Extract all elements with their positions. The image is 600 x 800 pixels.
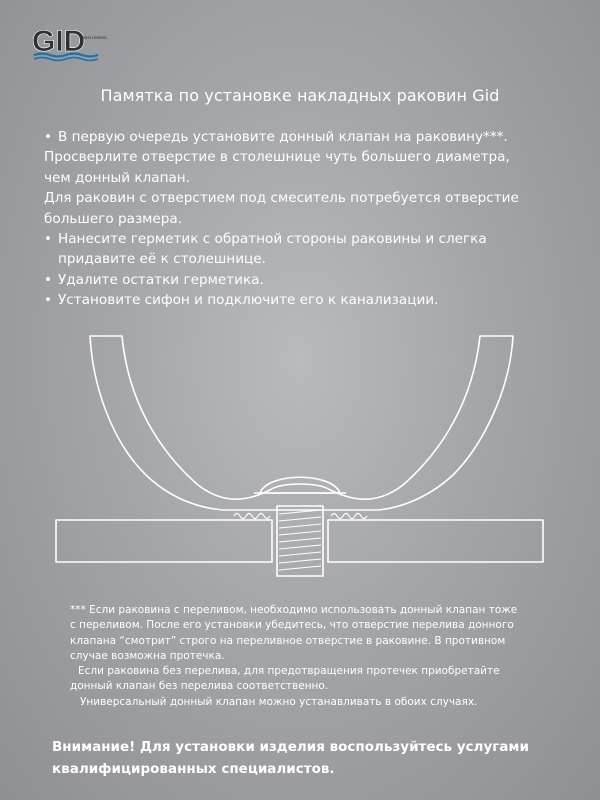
logo-tagline: Best ceramic: [82, 35, 108, 40]
warning-line: Внимание! Для установки изделия воспользуйтесь услугами: [52, 739, 529, 755]
sink-installation-diagram: [48, 320, 558, 585]
sink-bowl-outline: [90, 336, 513, 510]
logo-text: GID: [32, 25, 86, 58]
instruction-line: чем донный клапан.: [44, 169, 191, 186]
instruction-line: большего размера.: [44, 210, 183, 227]
instruction-line: Просверлите отверстие в столешнице чуть большего диаметра,: [44, 149, 510, 166]
sealant-right: [331, 514, 367, 519]
instruction-line: • Удалите остатки герметика.: [44, 270, 574, 290]
note-line: *** Если раковина с переливом, необходимо использовать донный клапан тоже: [70, 604, 518, 616]
instruction-line: Для раковин с отверстием под смеситель потребуется отверстие: [44, 190, 519, 207]
note-line: Универсальный донный клапан можно устанавливать в обоих случаях.: [80, 695, 478, 708]
note-line: с переливом. После его установки убедитесь, что отверстие перелива донного: [70, 619, 514, 632]
page-title: Памятка по установке накладных раковин Gid: [100, 86, 500, 105]
note-line: клапана “смотрит” строго на переливное отверстие в раковине. В противном: [70, 634, 506, 647]
installation-instructions: [44, 127, 574, 311]
pipe-threads: [279, 510, 321, 570]
warning-line: квалифицированных специалистов.: [52, 761, 335, 777]
note-line: случае возможна протечка.: [70, 649, 225, 662]
note-line: донный клапан без перелива соответственно.: [70, 680, 329, 693]
countertop-left: [56, 520, 272, 562]
sealant-left: [234, 514, 270, 519]
overflow-note: [70, 603, 540, 710]
drain-threaded-pipe: [277, 506, 323, 576]
instruction-line: • Установите сифон и подключите его к канализации.: [44, 290, 574, 310]
warning-text: [52, 736, 572, 780]
instruction-line: • Нанесите герметик с обратной стороны раковины и слегка: [44, 229, 574, 249]
gid-logo: [30, 24, 110, 64]
countertop-right: [328, 520, 543, 562]
drain-valve-cap: [260, 477, 340, 493]
note-line: Если раковина без перелива, для предотвращения протечек приобретайте: [78, 665, 500, 678]
instruction-line: придавите её к столешнице.: [58, 251, 266, 268]
instruction-line: • В первую очередь установите донный клапан на раковину***.: [44, 127, 574, 147]
